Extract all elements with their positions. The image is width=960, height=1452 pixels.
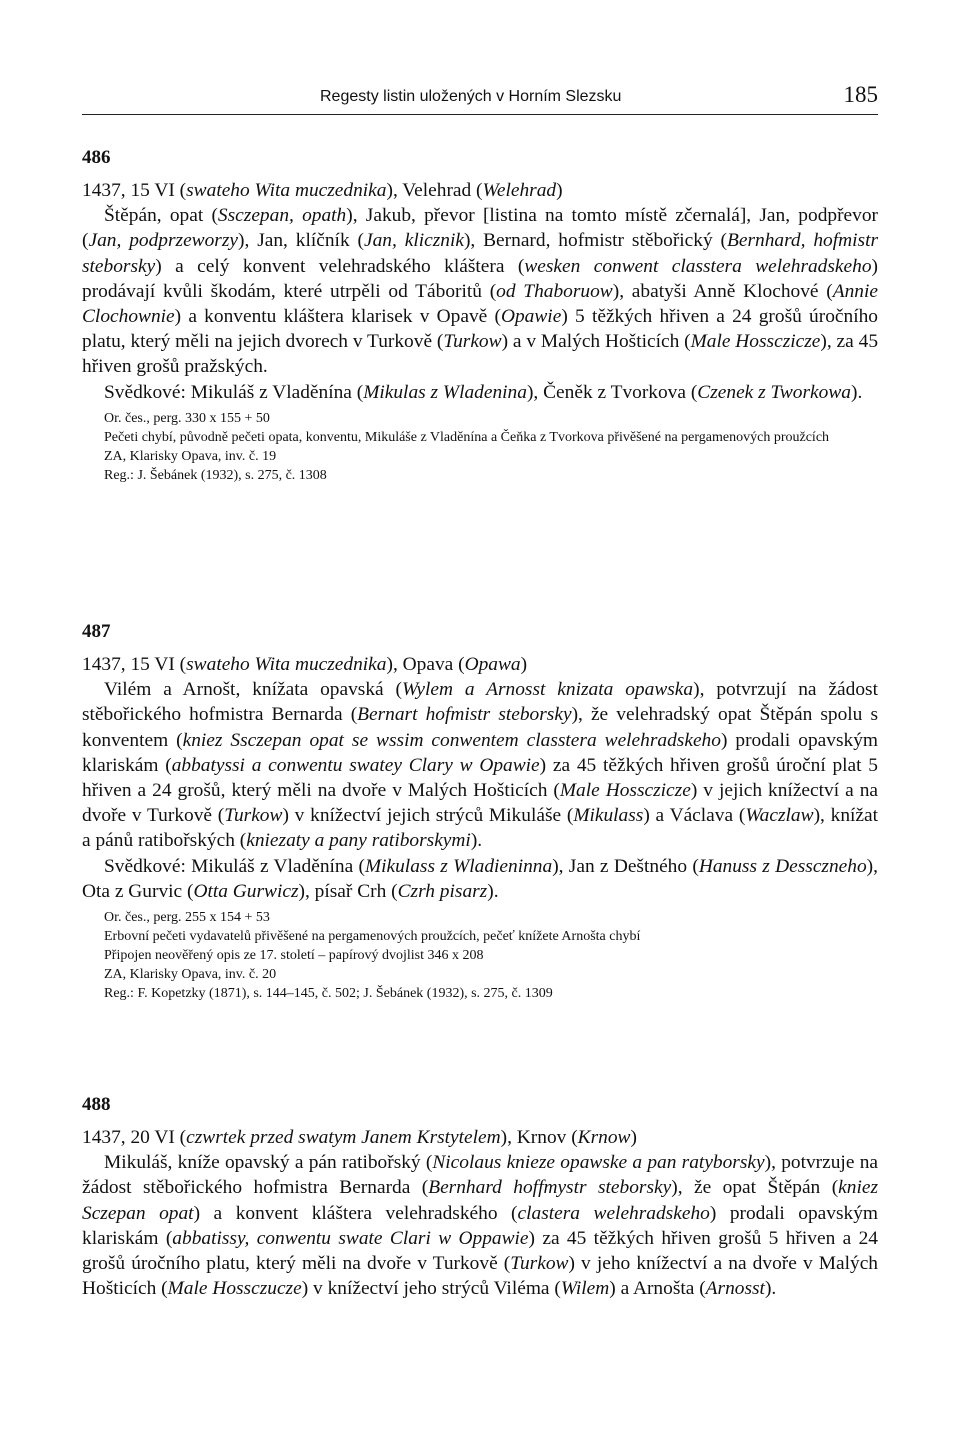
entry-notes xyxy=(82,908,878,1003)
italic-quote: Welehrad xyxy=(482,180,557,201)
italic-quote: Turkow xyxy=(510,1253,569,1275)
note-archive: ZA, Klarisky Opava, inv. č. 19 xyxy=(104,448,277,464)
italic-quote: clastera welehradskeho xyxy=(517,1202,710,1224)
italic-quote: Bernart hofmistr steborsky xyxy=(357,704,572,726)
italic-quote: Turkow xyxy=(443,331,502,353)
italic-quote: Opawie xyxy=(500,306,562,328)
italic-quote: Mikulass z Wladieninna xyxy=(364,855,553,877)
entry-witnesses: Svědkové: Mikuláš z Vladěnína (Mikulas z Wladenina), Čeněk z Tvorkova (Czenek z Tworkowa). xyxy=(104,381,863,403)
italic-quote: od Thaboruow xyxy=(496,280,613,302)
italic-quote: Krnow xyxy=(577,1127,631,1148)
entry-summary: Vilém a Arnošt, knížata opavská (Wylem a Arnosst knizata opawska), potvrzují na žádost stěbořického hofmistra Bernarda (Bernart hofmistr steborsky), že velehradský opat Štěpán spolu s konventem (kniez Ssczepan opat se wssim conwentem classtera welehradskeho) prodali opavským klariskám (abbatyssi a conwentu swatey Clary w Opawie) za 45 těžkých hřiven grošů úroční plat 5 hřiven a 24 grošů, který měli na dvoře v Malých Hošticích (Male Hossczicze) v jejich knížectví a na dvoře v Turkově (Turkow) v knížectví jejich strýců Mikuláše (Mikulass) a Václava (Waczlaw), knížat a pánů ratibořských (kniezaty a pany ratiborskymi). xyxy=(82,679,879,852)
note-references: Reg.: J. Šebánek (1932), s. 275, č. 1308 xyxy=(104,467,327,483)
entry-summary: Štěpán, opat (Ssczepan, opath), Jakub, převor [listina na tomto místě zčernalá], Jan, podpřevor (Jan, podprzeworzy), Jan, klíčník (Jan, klicznik), Bernard, hofmistr stěbořický (Bernhard, hofmistr steborsky) a celý konvent velehradského kláštera (wesken conwent classtera welehradskeho) prodávají kvůli škodám, které utrpěli od Táboritů (od Thaboruow), abatyši Anně Klochové (Annie Clochownie) a konventu kláštera klarisek v Opavě (Opawie) 5 těžkých hřiven a 24 grošů úročního platu, který měli na jejich dvorech v Turkově (Turkow) a v Malých Hošticích (Male Hossczicze), za 45 hřiven grošů pražských. xyxy=(82,205,879,378)
italic-quote: Mikulass xyxy=(573,805,644,827)
regest-entry-486 xyxy=(82,146,878,485)
note-archive: ZA, Klarisky Opava, inv. č. 20 xyxy=(104,967,277,983)
italic-quote: Arnosst xyxy=(705,1278,765,1300)
note-original: Or. čes., perg. 330 x 155 + 50 xyxy=(104,410,270,426)
note-references: Reg.: F. Kopetzky (1871), s. 144–145, č. 502; J. Šebánek (1932), s. 275, č. 1309 xyxy=(104,986,553,1002)
entry-notes xyxy=(82,409,878,485)
italic-quote: Otta Gurwicz xyxy=(193,880,299,902)
italic-quote: Nicolaus knieze opawske a pan ratyborsky xyxy=(432,1152,765,1174)
note-seals: Erbovní pečeti vydavatelů přivěšené na pergamenových proužcích, pečeť knížete Arnošta chybí xyxy=(104,929,641,945)
running-title: Regesty listin uložených v Horním Slezsku xyxy=(320,88,622,105)
italic-quote: Wilem xyxy=(560,1278,610,1300)
italic-quote: Czrh pisarz xyxy=(397,880,488,902)
italic-quote: Jan, podprzeworzy xyxy=(88,230,239,252)
italic-quote: swateho Wita muczednika xyxy=(186,654,387,675)
italic-quote: abbatissy, conwentu swate Clari w Oppawie xyxy=(172,1227,529,1249)
italic-quote: abbatyssi a conwentu swatey Clary w Opawie xyxy=(171,754,540,776)
entry-date-place: 1437, 20 VI (czwrtek przed swatym Janem Krstytelem), Krnov (Krnow) xyxy=(82,1127,637,1148)
italic-quote: Bernhard hoffmystr steborsky xyxy=(428,1177,672,1199)
regest-entry-487 xyxy=(82,620,878,1003)
italic-quote: Male Hossczicze xyxy=(559,780,691,802)
entry-number: 487 xyxy=(82,621,111,642)
italic-quote: Jan, klicznik xyxy=(363,230,464,252)
italic-quote: Hanuss z Dessczneho xyxy=(698,855,867,877)
italic-quote: Annie Clochownie xyxy=(82,280,878,328)
entry-number: 488 xyxy=(82,1094,111,1115)
entry-date-place: 1437, 15 VI (swateho Wita muczednika), Opava (Opawa) xyxy=(82,654,528,675)
italic-quote: Mikulas z Wladenina xyxy=(363,381,527,403)
italic-quote: Waczlaw xyxy=(745,805,814,827)
italic-quote: Wylem a Arnosst knizata opawska xyxy=(402,679,694,701)
italic-quote: wesken conwent classtera welehradskeho xyxy=(524,255,872,277)
note-seals: Pečeti chybí, původně pečeti opata, konventu, Mikuláše z Vladěnína a Čeňka z Tvorkova přivěšené na pergamenových proužcích xyxy=(104,429,830,445)
italic-quote: kniezaty a pany ratiborskymi xyxy=(246,830,471,852)
italic-quote: Ssczepan, opath xyxy=(217,205,347,227)
entry-number: 486 xyxy=(82,147,111,168)
italic-quote: czwrtek przed swatym Janem Krstytelem xyxy=(186,1127,501,1148)
running-header xyxy=(82,80,878,115)
note-original: Or. čes., perg. 255 x 154 + 53 xyxy=(104,910,270,926)
italic-quote: Male Hossczicze xyxy=(690,331,821,353)
entry-summary: Mikuláš, kníže opavský a pán ratibořský (Nicolaus knieze opawske a pan ratyborsky), potvrzuje na žádost stěbořického hofmistra Bernarda (Bernhard hoffmystr steborsky), že opat Štěpán (kniez Sczepan opat) a konvent kláštera velehradského (clastera welehradskeho) prodali opavským klariskám (abbatissy, conwentu swate Clari w Oppawie) za 45 těžkých hřiven grošů 5 hřiven a 24 grošů úročního platu, který měli na dvoře v Turkově (Turkow) v jeho knížectví a na dvoře v Malých Hošticích (Male Hossczucze) v knížectví jeho strýců Viléma (Wilem) a Arnošta (Arnosst). xyxy=(82,1152,879,1300)
italic-quote: Turkow xyxy=(224,805,283,827)
italic-quote: kniez Sczepan opat xyxy=(82,1177,878,1224)
italic-quote: Czenek z Tworkowa xyxy=(697,381,851,403)
regest-entry-488 xyxy=(82,1093,878,1301)
italic-quote: Bernhard, hofmistr steborsky xyxy=(82,230,878,277)
page-number: 185 xyxy=(843,82,878,107)
note-copy: Připojen neověřený opis ze 17. století – papírový dvojlist 346 x 208 xyxy=(104,948,484,964)
entry-witnesses: Svědkové: Mikuláš z Vladěnína (Mikulass z Wladieninna), Jan z Deštného (Hanuss z Dessczneho), Ota z Gurvic (Otta Gurwicz), písař Crh (Czrh pisarz). xyxy=(82,855,878,902)
italic-quote: Male Hossczucze xyxy=(167,1278,302,1300)
italic-quote: Opawa xyxy=(464,654,521,675)
italic-quote: swateho Wita muczednika xyxy=(186,180,387,201)
italic-quote: kniez Ssczepan opat se wssim conwentem classtera welehradskeho xyxy=(182,729,721,751)
entry-date-place: 1437, 15 VI (swateho Wita muczednika), Velehrad (Welehrad) xyxy=(82,180,563,201)
